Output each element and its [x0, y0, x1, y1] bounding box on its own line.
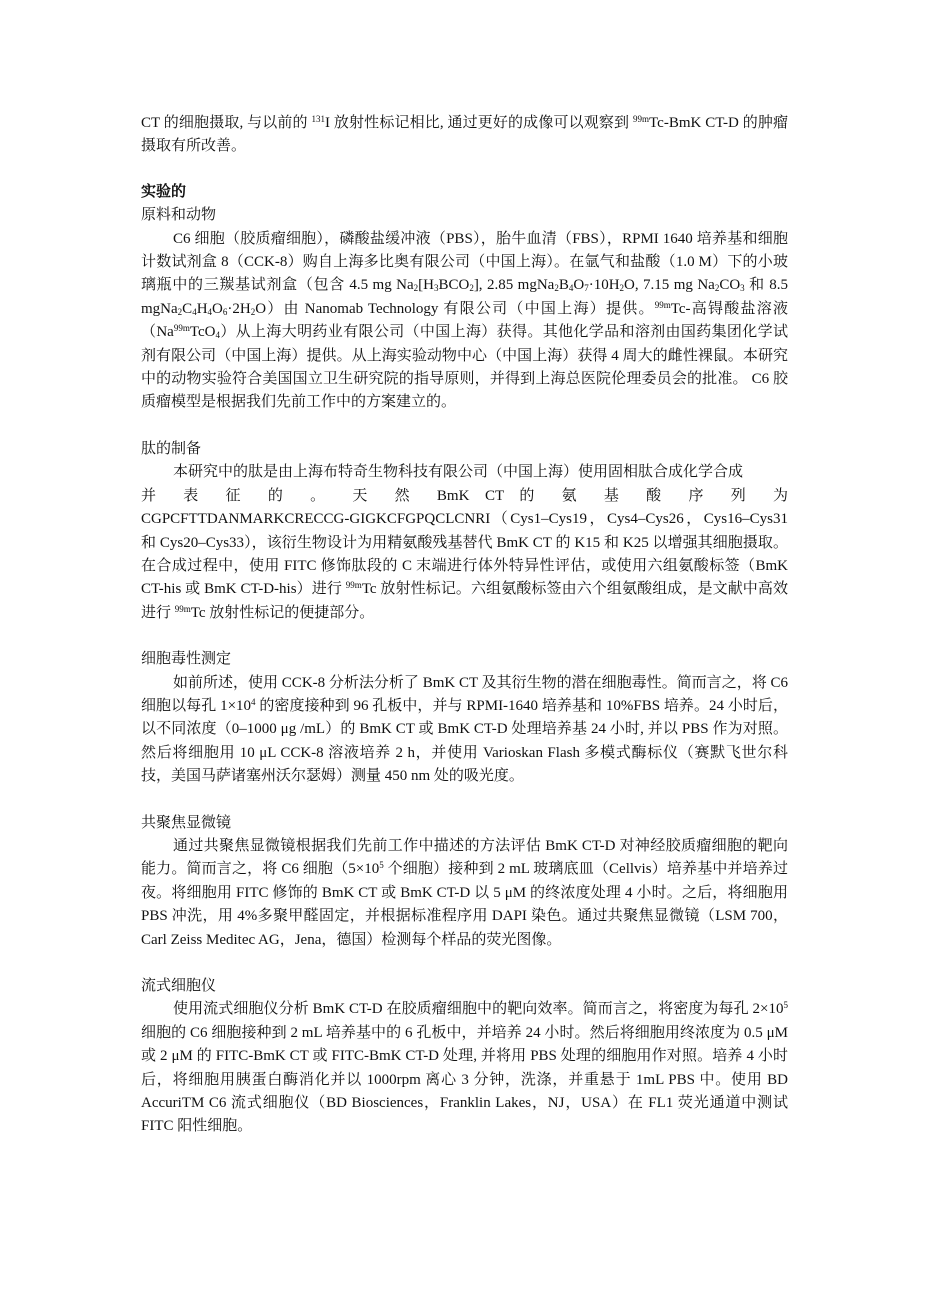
superscript: 99m — [654, 299, 671, 310]
text-run: 细胞的 C6 细胞接种到 2 mL 培养基中的 6 孔板中，并培养 24 小时。然后将细胞用终浓度为 0.5 μM 或 2 μM 的 FITC-BmK CT 或 FITC-BmK CT-D 处理, 并将用 PBS 处理的细胞用作对照。培养 4 小时后，将细胞用胰蛋白酶消化并以 1000rpm 离心 3 分钟，洗涤，并重悬于 1mL PBS 中。使用 BD AccuriTM C6 流式细胞仪（BD Biosciences，Franklin Lakes，NJ，USA）在 FL1 荧光通道中测试 FITC 阳性细胞。 — [141, 1024, 788, 1135]
superscript: 131 — [311, 114, 326, 124]
section-title-experimental: 实验的 — [141, 183, 187, 200]
text-run: H — [196, 300, 208, 317]
subscript: 4 — [192, 306, 197, 317]
text-run: O, 7.15 mg Na — [624, 277, 715, 294]
text-run: 和 8.5 mgNa — [141, 277, 788, 317]
intro-text: Tc-BmK CT-D 的肿瘤摄取有所改善。 — [141, 115, 788, 155]
text-run: 通过共聚焦显微镜根据我们先前工作中描述的方法评估 BmK CT-D 对神经胶质瘤细胞的靶向能力。简而言之，将 C6 细胞（5×10 — [141, 837, 788, 878]
text-run: O — [573, 277, 585, 294]
superscript: 99m — [633, 114, 650, 124]
subscript: 4 — [568, 283, 574, 294]
subscript: 3 — [433, 283, 439, 294]
confocal-paragraph — [141, 835, 788, 952]
subscript: 2 — [554, 283, 559, 294]
text-run: ）从上海大明药业有限公司（中国上海）获得。其他化学品和溶剂由国药集团化学试剂有限公司（中国上海）提供。从上海实验动物中心（中国上海）获得 4 周大的雌性裸鼠。本研究中的动物实验符合美国国立卫生研究院的指导原则，并得到上海总医院伦理委员会的批准。 C6 胶质瘤模型是根据我们先前工作中的方案建立的。 — [141, 324, 788, 411]
text-run: O）由 Nanomab Technology 有限公司（中国上海）提供。 — [255, 300, 655, 317]
subscript: 6 — [222, 306, 228, 317]
intro-paragraph — [141, 112, 788, 159]
superscript: 5 — [379, 860, 384, 871]
text-run: O — [212, 300, 223, 317]
subscript: 4 — [207, 306, 213, 317]
text-run: ·2H — [227, 300, 251, 317]
materials-paragraph — [141, 228, 788, 415]
text-run: 如前所述，使用 CCK-8 分析法分析了 BmK CT 及其衍生物的潜在细胞毒性。简而言之，将 C6 细胞以每孔 1×10 — [141, 674, 788, 714]
text-run: TcO — [189, 324, 216, 341]
text-run: 个细胞）接种到 2 mL 玻璃底皿（Cellvis）培养基中并培养过夜。将细胞用 FITC 修饰的 BmK CT 或 BmK CT-D 以 5 μM 的终浓度处理 4 小时。之后，将细胞用 PBS 冲洗，用 4%多聚甲醛固定，并根据标准程序用 DAPI 染色。通过共聚焦显微镜（LSM 700，Carl Zeiss Meditec AG，Jena，德国）检测每个样品的荧光图像。 — [141, 861, 789, 948]
flow-paragraph — [141, 998, 788, 1138]
intro-text: I 放射性标记相比, 通过更好的成像可以观察到 — [325, 115, 634, 131]
superscript: 99m — [345, 580, 362, 591]
intro-text: CT 的细胞摄取, 与以前的 — [141, 115, 312, 131]
text-run: C6 细胞（胶质瘤细胞），磷酸盐缓冲液（PBS），胎牛血清（FBS），RPMI 1640 培养基和细胞计数试剂盒 8（CCK-8）购自上海多比奥有限公司（中国上海）。在氩气和盐酸（1.0 M）下的小玻璃瓶中的三羰基试剂盒（包含 4.5 mg Na — [141, 230, 788, 294]
subscript: 7 — [584, 283, 589, 294]
text-run: BCO — [438, 277, 470, 294]
text-run: ], 2.85 mgNa — [473, 277, 555, 294]
subscript: 2 — [619, 283, 625, 294]
subsection-title-confocal: 共聚焦显微镜 — [141, 814, 232, 831]
subscript: 2 — [177, 306, 183, 317]
subsection-title-cytotoxicity: 细胞毒性测定 — [141, 651, 232, 668]
text-run: CGPCFTTDANMARKCRECCG-GIGKCFGPQCLCNRI（Cys1–Cys19，Cys4–Cys26，Cys16–Cys31 和 Cys20–Cys33），该衍生物设计为用精氨酸残基替代 BmK CT 的 K15 和 K25 以增强其细胞摄取。在合成过程中，使用 FITC 修饰肽段的 C 末端进行体外特异性评估，或使用六组氨酸标签（BmK CT-his 或 BmK CT-D-his）进行 — [141, 511, 788, 598]
text-run: Tc 放射性标记。六组氨酸标签由六个组氨酸组成，是文献中高效进行 — [141, 581, 788, 621]
text-run: Tc-高锝酸盐溶液（Na — [141, 300, 788, 341]
peptide-paragraph-line2: 并 表 征 的 。 天 然 BmK CT 的 氨 基 酸 序 列 为 — [141, 487, 788, 504]
superscript: 5 — [783, 1000, 788, 1011]
text-run: 的密度接种到 96 孔板中，并与 RPMI-1640 培养基和 10%FBS 培养。24 小时后，以不同浓度（0–1000 μg /mL）的 BmK CT 或 BmK CT-D 处理培养基 24 小时, 并以 PBS 作为对照。然后将细胞用 10 μL CCK-8 溶液培养 2 h，并使用 Varioskan Flash 多模式酶标仪（赛默飞世尔科技，美国马萨诸塞州沃尔瑟姆）测量 450 nm 处的吸光度。 — [141, 697, 788, 785]
subscript: 3 — [740, 283, 745, 294]
cytotoxicity-paragraph — [141, 672, 788, 789]
peptide-paragraph-line1: 本研究中的肽是由上海布特奇生物科技有限公司（中国上海）使用固相肽合成化学合成 — [173, 464, 744, 481]
text-run: [H — [418, 277, 434, 294]
subsection-title-flow: 流式细胞仪 — [141, 978, 217, 994]
subscript: 2 — [413, 283, 419, 294]
superscript: 4 — [251, 696, 256, 707]
subsection-title-materials: 原料和动物 — [141, 207, 217, 224]
peptide-paragraph-rest — [141, 508, 788, 625]
superscript: 99m — [174, 603, 191, 614]
subscript: 2 — [714, 283, 720, 294]
subscript: 4 — [215, 330, 220, 341]
subsection-title-peptide: 肽的制备 — [141, 440, 202, 457]
superscript: 99m — [173, 323, 190, 334]
text-run: CO — [719, 277, 741, 294]
text-run: ·10H — [588, 277, 620, 294]
text-run: Tc 放射性标记的便捷部分。 — [190, 604, 375, 621]
text-run: B — [558, 277, 569, 294]
text-run: 使用流式细胞仪分析 BmK CT-D 在胶质瘤细胞中的靶向效率。简而言之，将密度为每孔 2×10 — [173, 1001, 784, 1018]
subscript: 2 — [469, 283, 474, 294]
text-run: C — [182, 300, 193, 317]
subscript: 2 — [250, 306, 256, 317]
document-page — [141, 112, 788, 1139]
